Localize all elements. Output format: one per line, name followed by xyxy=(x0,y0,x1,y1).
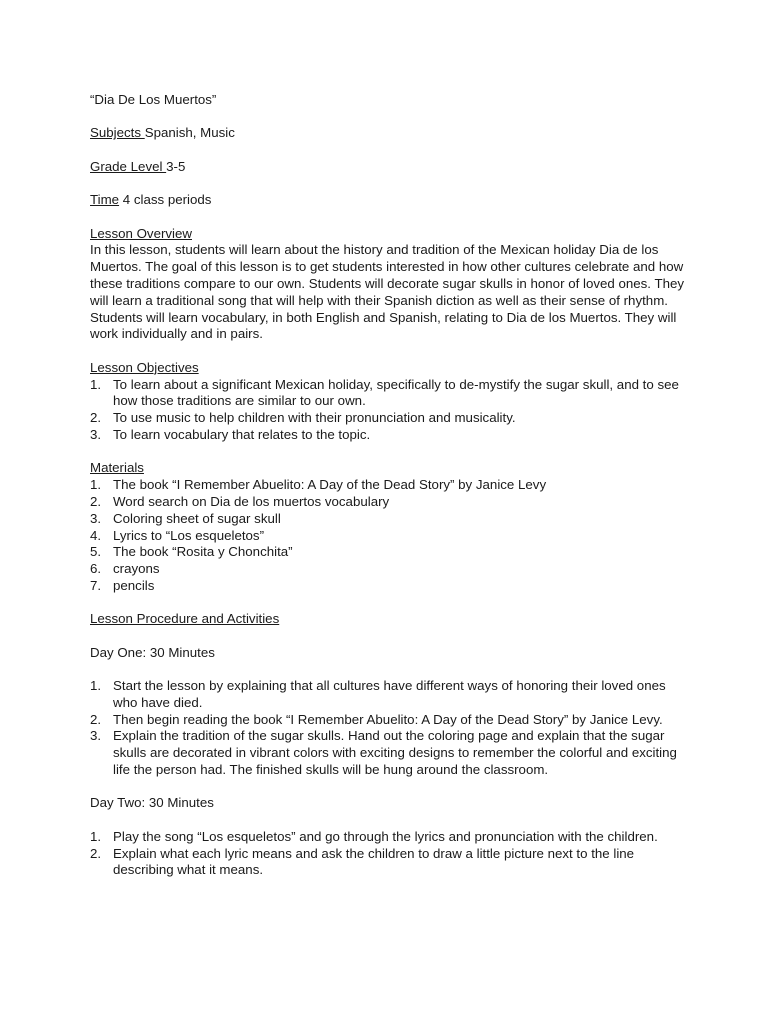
list-item-number: 1. xyxy=(90,376,102,392)
procedure-heading: Lesson Procedure and Activities xyxy=(90,611,280,627)
grade-level-value: 3-5 xyxy=(166,158,186,174)
list-item-number: 3. xyxy=(90,510,102,526)
lesson-plan-page xyxy=(90,92,686,879)
list-item-text: The book “I Remember Abuelito: A Day of the Dead Story” by Janice Levy xyxy=(113,477,547,493)
list-item xyxy=(90,578,686,595)
list-item-text: pencils xyxy=(113,577,155,593)
day-two-section xyxy=(90,829,686,879)
day-one-section xyxy=(90,678,686,779)
list-item xyxy=(90,410,686,427)
lesson-overview-section xyxy=(90,226,686,344)
list-item xyxy=(90,377,686,411)
list-item-text: Then begin reading the book “I Remember Abuelito: A Day of the Dead Story” by Janice Levy. xyxy=(113,711,663,727)
list-item-number: 5. xyxy=(90,544,102,560)
materials-heading: Materials xyxy=(90,460,144,476)
day-one-list xyxy=(90,678,686,779)
list-item xyxy=(90,712,686,729)
list-item-text: Lyrics to “Los esqueletos” xyxy=(113,527,265,543)
lesson-objectives-list xyxy=(90,377,686,444)
subjects-label: Subjects xyxy=(90,125,145,141)
list-item-text: Explain the tradition of the sugar skulls. Hand out the coloring page and explain that the sugar skulls are decorated in vibrant colors with exciting designs to remember the colorful and exciting life the person had. The finished skulls will be hung around the classroom. xyxy=(113,728,677,778)
list-item-number: 1. xyxy=(90,828,102,844)
subjects-field xyxy=(90,125,686,142)
lesson-overview-heading: Lesson Overview xyxy=(90,225,192,241)
list-item xyxy=(90,528,686,545)
list-item-number: 2. xyxy=(90,410,102,426)
list-item-number: 2. xyxy=(90,845,102,861)
list-item-number: 1. xyxy=(90,477,102,493)
grade-level-label: Grade Level xyxy=(90,158,167,174)
list-item-text: To learn vocabulary that relates to the topic. xyxy=(113,426,371,442)
list-item xyxy=(90,561,686,578)
list-item xyxy=(90,728,686,778)
list-item xyxy=(90,544,686,561)
list-item-number: 6. xyxy=(90,561,102,577)
subjects-value: Spanish, Music xyxy=(144,125,235,141)
day-two-list xyxy=(90,829,686,879)
list-item-text: Start the lesson by explaining that all cultures have different ways of honoring their loved ones who have died. xyxy=(113,678,666,710)
day-one-heading: Day One: 30 Minutes xyxy=(90,644,215,660)
list-item-number: 7. xyxy=(90,577,102,593)
document-title: “Dia De Los Muertos” xyxy=(90,92,217,107)
lesson-objectives-heading: Lesson Objectives xyxy=(90,359,199,375)
list-item xyxy=(90,477,686,494)
procedure-section xyxy=(90,611,686,628)
lesson-objectives-section xyxy=(90,360,686,444)
list-item-text: The book “Rosita y Chonchita” xyxy=(113,544,293,560)
time-value: 4 class periods xyxy=(119,192,212,208)
list-item-number: 1. xyxy=(90,678,102,694)
list-item-text: Coloring sheet of sugar skull xyxy=(113,510,281,526)
grade-level-field xyxy=(90,159,686,176)
list-item xyxy=(90,494,686,511)
list-item-text: Explain what each lyric means and ask the children to draw a little picture next to the line describing what it means. xyxy=(113,845,635,878)
list-item xyxy=(90,678,686,712)
list-item xyxy=(90,427,686,444)
list-item-number: 2. xyxy=(90,493,102,509)
list-item-number: 3. xyxy=(90,426,102,442)
list-item-text: To use music to help children with their pronunciation and musicality. xyxy=(113,410,516,426)
list-item-number: 4. xyxy=(90,527,102,543)
list-item xyxy=(90,511,686,528)
list-item-text: Play the song “Los esqueletos” and go through the lyrics and pronunciation with the children. xyxy=(113,828,658,844)
time-label: Time xyxy=(90,192,120,208)
materials-section xyxy=(90,460,686,594)
list-item-text: To learn about a significant Mexican holiday, specifically to de-mystify the sugar skull, and to see how those traditions are similar to our own. xyxy=(113,376,679,409)
list-item-number: 2. xyxy=(90,711,102,727)
list-item xyxy=(90,846,686,880)
lesson-overview-text: In this lesson, students will learn about the history and tradition of the Mexican holiday Dia de los Muertos. The goal of this lesson is to get students interested in how other cultures celebrate and how these traditions compare to our own. Students will decorate sugar skulls in honor of loved ones. They will learn a traditional song that will help with their Spanish diction as well as their sense of rhythm. Students will learn vocabulary, in both English and Spanish, relating to Dia de los Muertos. They will work individually and in pairs. xyxy=(90,242,685,342)
list-item-text: crayons xyxy=(113,561,160,577)
list-item-number: 3. xyxy=(90,728,102,744)
materials-list xyxy=(90,477,686,595)
day-two-heading: Day Two: 30 Minutes xyxy=(90,795,214,811)
time-field xyxy=(90,192,686,209)
list-item-text: Word search on Dia de los muertos vocabulary xyxy=(113,493,390,509)
list-item xyxy=(90,829,686,846)
